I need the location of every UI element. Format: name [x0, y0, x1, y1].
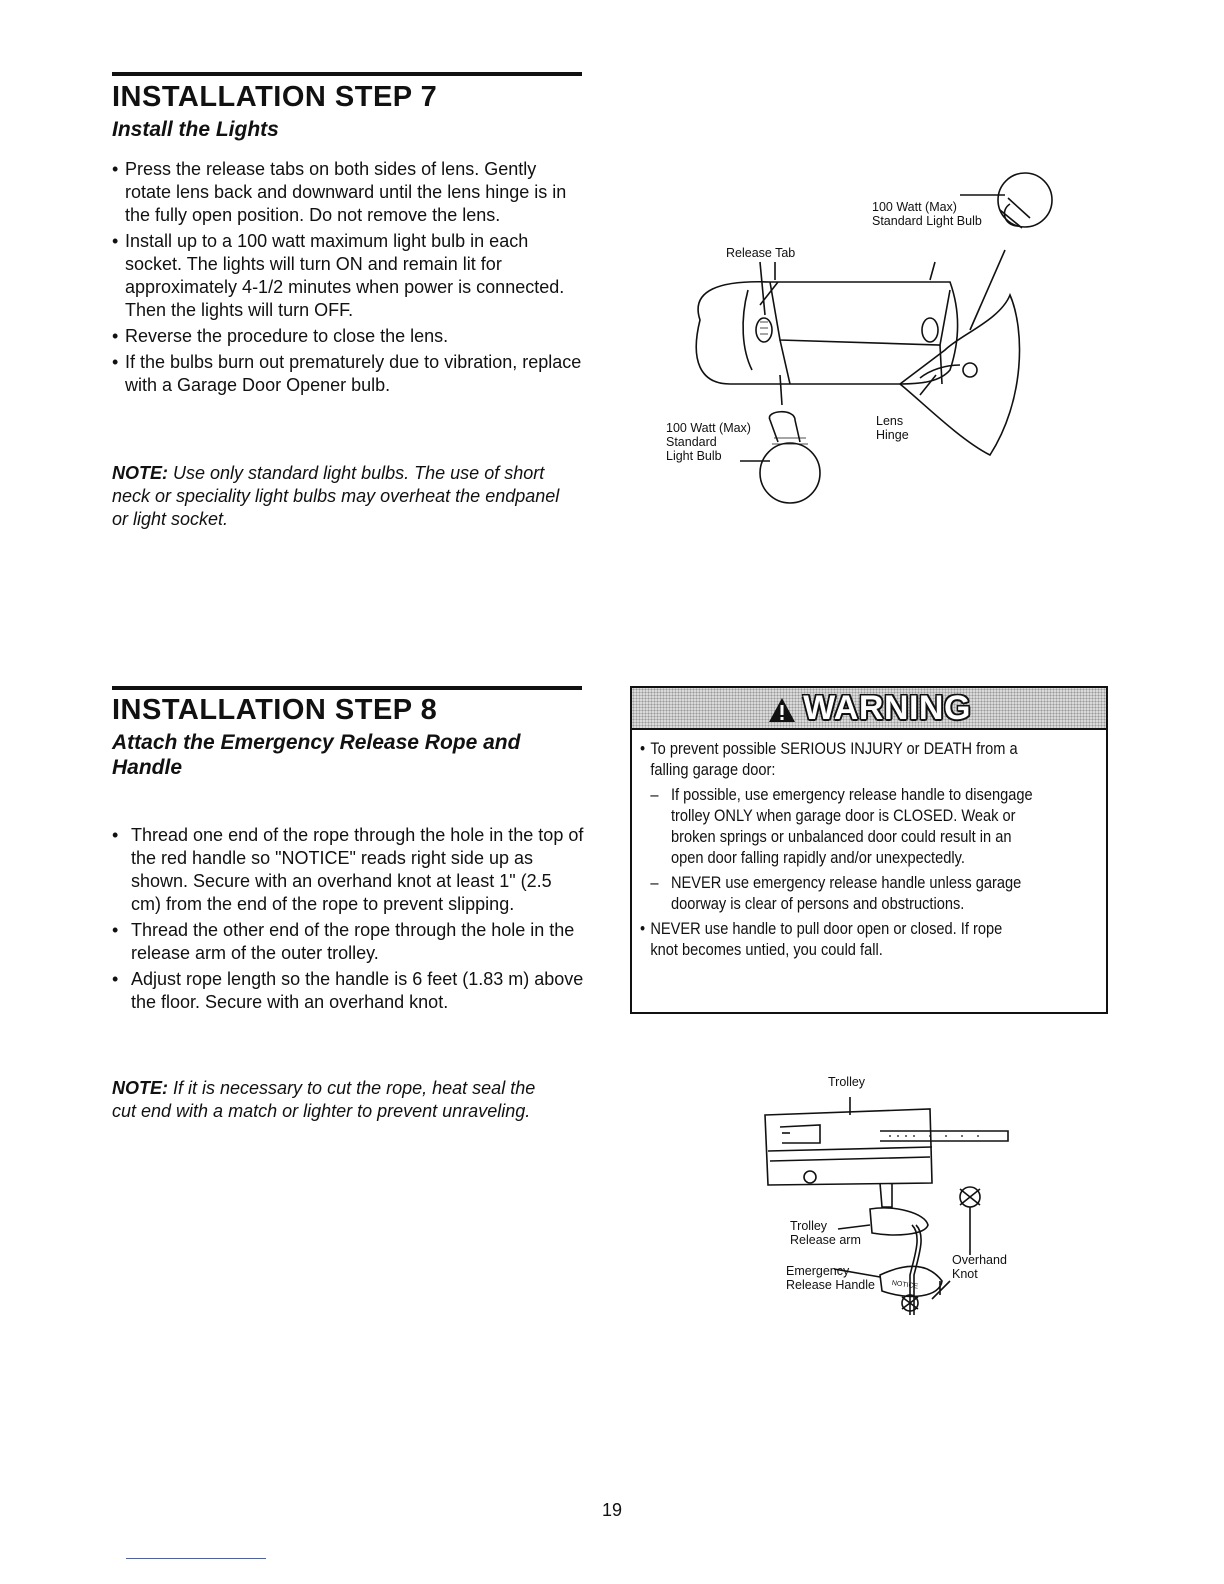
step7-note: [112, 462, 572, 531]
bullet-icon: •: [112, 969, 119, 989]
step8-title: INSTALLATION STEP 8: [112, 694, 438, 726]
label-release-arm: Trolley Release arm: [790, 1219, 861, 1247]
warning-item: – NEVER use emergency release handle unless garage doorway is clear of persons and obstructions.: [650, 873, 1022, 913]
label-release-tab: Release Tab: [726, 246, 796, 260]
list-item: • Press the release tabs on both sides of lens. Gently rotate lens back and downward until the lens hinge is in the fully open position. Do not remove the lens.: [112, 159, 567, 225]
step8-subtitle: Attach the Emergency Release Rope and Handle: [112, 731, 521, 779]
note-label: NOTE:: [112, 1078, 168, 1098]
label-bulb-top: 100 Watt (Max) Standard Light Bulb: [872, 200, 982, 228]
bullet-icon: •: [112, 231, 119, 251]
step8-note: [112, 1077, 562, 1123]
warning-triangle-icon: [767, 696, 797, 724]
label-emergency-handle: Emergency Release Handle: [786, 1264, 875, 1292]
note-label: NOTE:: [112, 463, 168, 483]
step7-subtitle: Install the Lights: [112, 118, 279, 141]
warning-header: [632, 688, 1106, 730]
note-text: If it is necessary to cut the rope, heat seal the cut end with a match or lighter to prevent unraveling.: [112, 1078, 536, 1121]
label-bulb-bottom: 100 Watt (Max) Standard Light Bulb: [666, 421, 751, 463]
label-overhand-knot: Overhand Knot: [952, 1253, 1007, 1281]
dash-icon: –: [650, 785, 659, 804]
warning-item: • NEVER use handle to pull door open or closed. If rope knot becomes untied, you could fall.: [640, 919, 1003, 959]
list-item: • Install up to a 100 watt maximum light bulb in each socket. The lights will turn ON and remain lit for approximately 4-1/2 minutes when power is connected. Then the lights will turn OFF.: [112, 231, 565, 320]
warning-box: [630, 686, 1108, 1014]
list-item: • Thread one end of the rope through the hole in the top of the red handle so "NOTICE" reads right side up as shown. Secure with an overhand knot at least 1" (2.5 cm) from the end of the rope to prevent slipping.: [112, 825, 584, 914]
bullet-icon: •: [640, 739, 646, 758]
page-number: 19: [601, 1500, 623, 1520]
list-item: • If the bulbs burn out prematurely due to vibration, replace with a Garage Door Opener bulb.: [112, 352, 582, 395]
light-lens-illustration: [660, 170, 1060, 530]
warning-list: [640, 738, 1034, 960]
label-lens-hinge: Lens Hinge: [876, 414, 909, 442]
step7-rule: [112, 72, 582, 76]
warning-item: • To prevent possible SERIOUS INJURY or DEATH from a falling garage door:: [640, 739, 1018, 779]
step7-bullet-list: [112, 158, 584, 400]
step8-bullet-list: [112, 824, 584, 1017]
bullet-icon: •: [640, 919, 646, 938]
dash-icon: –: [650, 873, 659, 892]
footer-divider: [126, 1558, 266, 1559]
list-item: • Adjust rope length so the handle is 6 feet (1.83 m) above the floor. Secure with an overhand knot.: [112, 969, 584, 1012]
step7-title: INSTALLATION STEP 7: [112, 81, 438, 113]
bullet-icon: •: [112, 326, 119, 346]
handle-notice-text: NOTICE: [891, 1279, 919, 1291]
step8-rule: [112, 686, 582, 690]
bullet-icon: •: [112, 352, 119, 372]
warning-title: WARNING: [632, 690, 1106, 726]
bullet-icon: •: [112, 920, 119, 940]
bullet-icon: •: [112, 159, 119, 179]
list-item: • Thread the other end of the rope through the hole in the release arm of the outer trolley.: [112, 920, 575, 963]
label-trolley: Trolley: [828, 1075, 866, 1089]
list-item: • Reverse the procedure to close the lens.: [112, 326, 449, 346]
warning-item: – If possible, use emergency release handle to disengage trolley ONLY when garage door is CLOSED. Weak or broken springs or unbalanced door could result in an open door falling rapidly and/or unexpectedly.: [650, 785, 1033, 867]
note-text: Use only standard light bulbs. The use of short neck or speciality light bulbs may overheat the endpanel or light socket.: [112, 463, 560, 529]
bullet-icon: •: [112, 825, 119, 845]
